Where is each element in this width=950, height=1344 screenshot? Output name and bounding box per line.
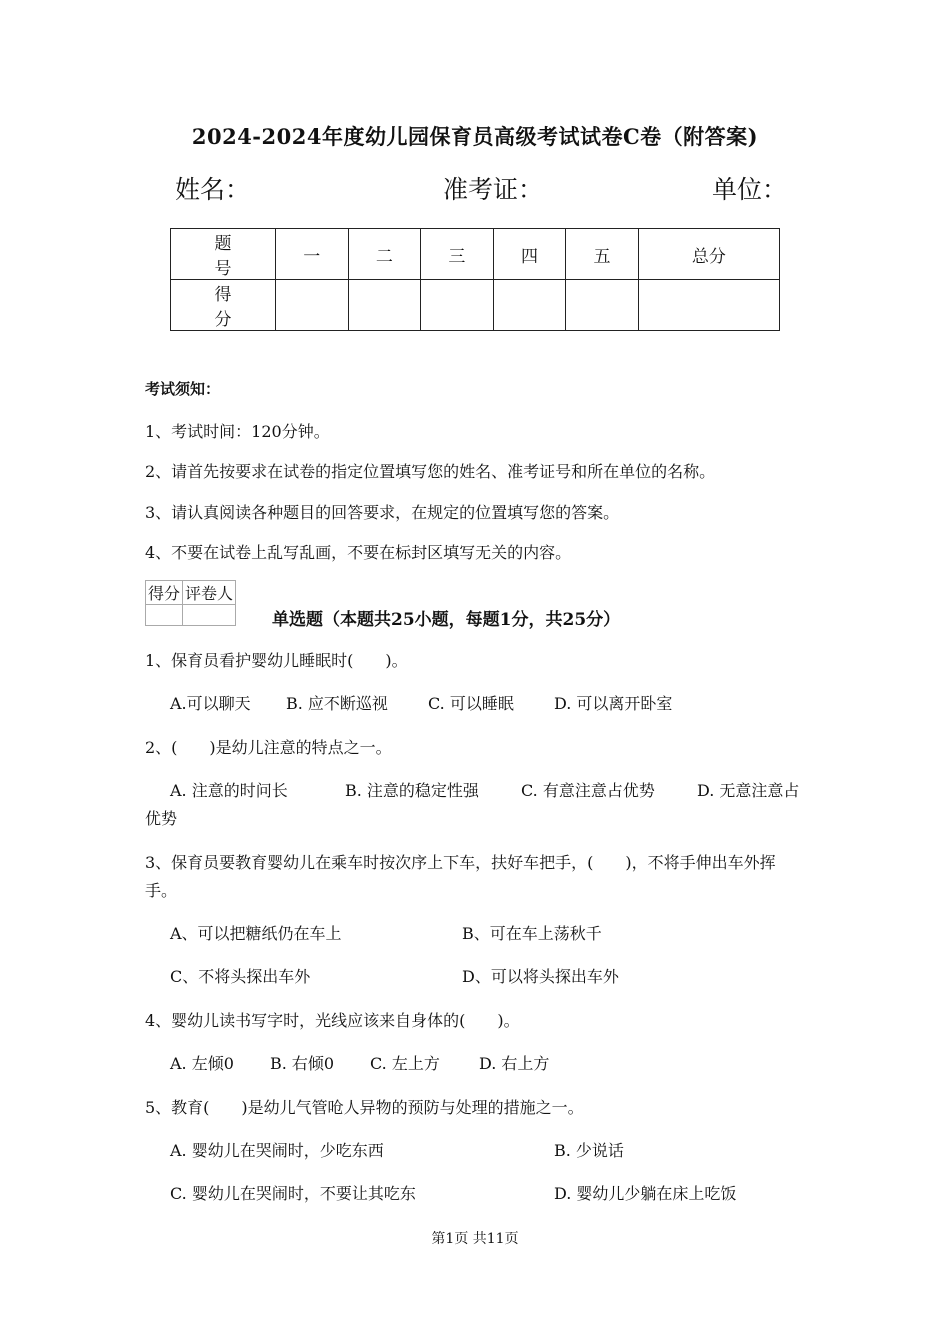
question-option: A. 婴幼儿在哭闹时，少吃东西 [170,1141,384,1160]
question-option: A、可以把糖纸仍在车上 [170,924,342,943]
grader-box [145,580,236,626]
score-table-header-row [171,229,780,280]
exam-id-field-label: 准考证： [443,175,544,204]
unit-field-label: 单位： [712,175,788,204]
question-option: A. 注意的时问长 [170,781,288,800]
question-option: D. 婴幼儿少躺在床上吃饭 [554,1184,737,1203]
score-table-header-cell: 五 [566,229,639,280]
question-stem: 3、保育员要教育婴幼儿在乘车时按次序上下车，扶好车把手，( )，不将手伸出车外挥 [145,853,776,872]
score-table-header-cell: 题 号 [171,229,276,280]
question-option: C. 有意注意占优势 [521,781,655,800]
question-stem: 1、保育员看护婴幼儿睡眠时( )。 [145,651,408,670]
question-option: C. 左上方 [370,1054,440,1073]
question-option: C. 婴幼儿在哭闹时，不要让其吃东 [170,1184,416,1203]
score-table-header-cell: 三 [421,229,494,280]
question-option: C、不将头探出车外 [170,967,311,986]
score-cell[interactable] [276,280,349,331]
score-cell[interactable] [638,280,779,331]
question-stem: 2、( )是幼儿注意的特点之一。 [145,738,392,757]
name-field-label: 姓名： [175,175,251,204]
question-option: B. 注意的稳定性强 [345,781,479,800]
question-stem: 4、婴幼儿读书写字时，光线应该来自身体的( )。 [145,1011,520,1030]
grader-box-grader-cell[interactable] [183,605,236,626]
question-option: D. 可以离开卧室 [554,694,673,713]
score-table-header-cell: 一 [276,229,349,280]
score-cell[interactable] [348,280,421,331]
question-stem-wrap: 手。 [145,881,178,900]
score-table-header-cell: 四 [493,229,566,280]
question-option: D. 右上方 [479,1054,550,1073]
score-cell[interactable] [421,280,494,331]
grader-box-grader-label: 评卷人 [183,581,236,605]
question-option: A. 左倾0 [170,1054,234,1073]
question-option: B、可在车上荡秋千 [462,924,602,943]
grader-box-score-label: 得分 [146,581,183,605]
score-row-label: 得 分 [171,280,276,331]
question-option: D. 无意注意占 [697,781,800,800]
score-cell[interactable] [493,280,566,331]
question-option: B. 右倾0 [270,1054,335,1073]
notice-item: 4、不要在试卷上乱写乱画，不要在标封区填写无关的内容。 [145,543,572,562]
score-table-header-cell: 总分 [638,229,779,280]
score-table [170,228,780,331]
page-footer: 第1页 共11页 [431,1231,519,1247]
question-option: A.可以聊天 [170,694,251,713]
section-title: 单选题（本题共25小题，每题1分，共25分） [272,610,621,630]
notice-item: 3、请认真阅读各种题目的回答要求，在规定的位置填写您的答案。 [145,503,620,522]
page-title: 2024-2024年度幼儿园保育员高级考试试卷C卷（附答案) [191,124,759,149]
notice-heading: 考试须知： [145,380,221,398]
question-option: B. 少说话 [554,1141,624,1160]
score-table-score-row [171,280,780,331]
question-stem: 5、教育( )是幼儿气管呛人异物的预防与处理的措施之一。 [145,1098,584,1117]
score-table-header-cell: 二 [348,229,421,280]
grader-box-score-cell[interactable] [146,605,183,626]
notice-item: 2、请首先按要求在试卷的指定位置填写您的姓名、准考证号和所在单位的名称。 [145,462,716,481]
question-option: C. 可以睡眠 [428,694,514,713]
question-option-wrap: 优势 [145,809,178,828]
question-option: D、可以将头探出车外 [462,967,619,986]
score-cell[interactable] [566,280,639,331]
question-option: B. 应不断巡视 [286,694,388,713]
notice-item: 1、考试时间：120分钟。 [145,422,330,441]
